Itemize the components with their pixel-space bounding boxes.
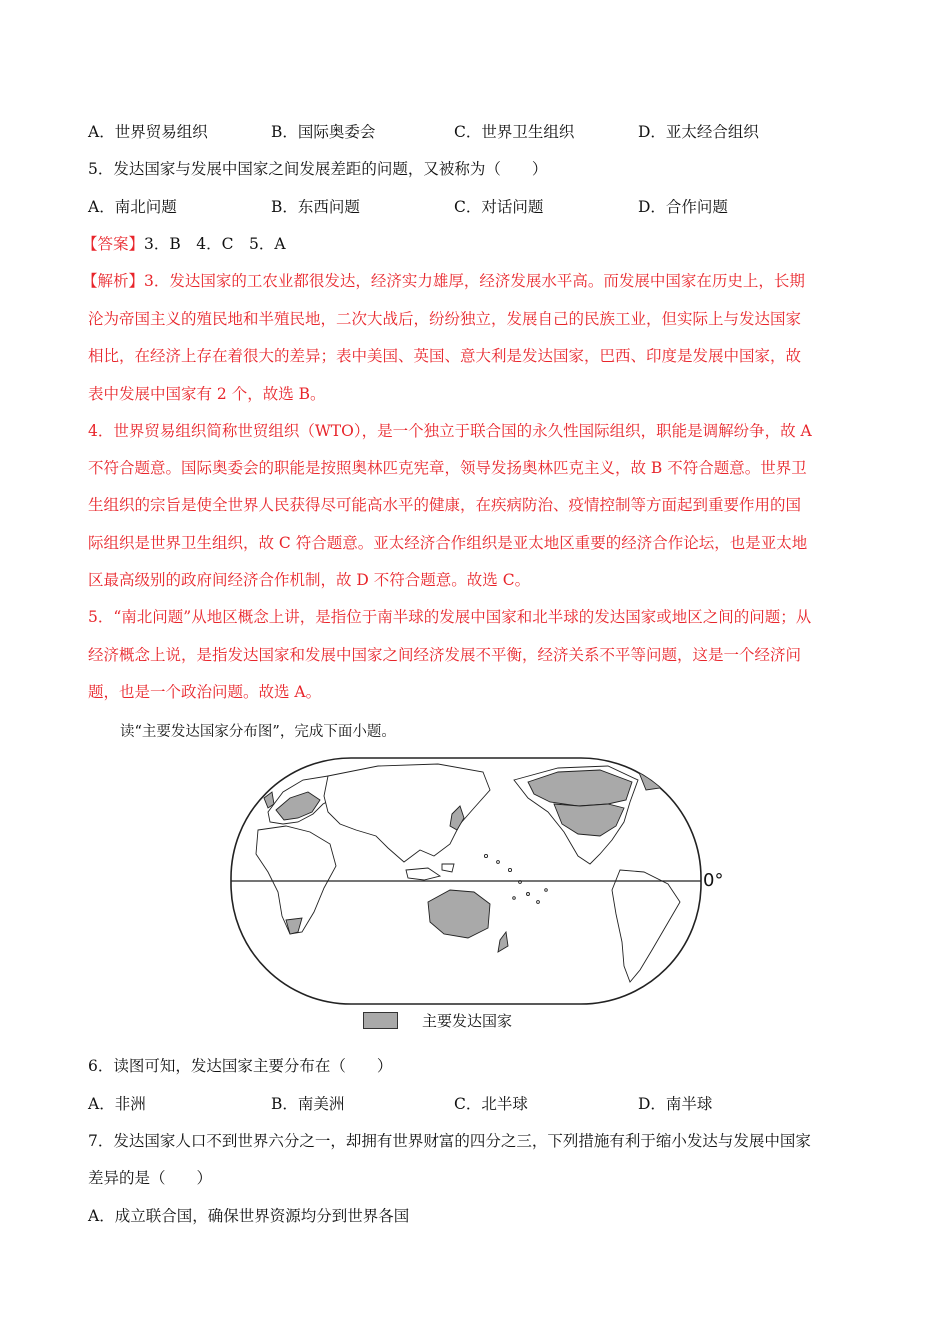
world-map — [228, 752, 728, 1042]
map-shape — [508, 868, 511, 871]
q5-option-a: A．南北问题 — [88, 198, 177, 216]
map-shape — [497, 861, 500, 864]
map-shape — [442, 864, 454, 872]
q5-option-c: C．对话问题 — [454, 198, 544, 216]
answer-line — [82, 234, 286, 254]
map-legend — [363, 1010, 512, 1031]
equator-label: 0° — [703, 870, 724, 891]
analysis-line-3: 相比，在经济上存在着很大的差异；表中美国、英国、意大利是发达国家，巴西、印度是发展中国家，故 — [88, 347, 802, 365]
answer-label: 【答案】 — [82, 235, 145, 253]
legend-swatch — [363, 1012, 398, 1029]
map-shape — [484, 854, 487, 857]
answer-text: 3．B 4．C 5．A — [144, 235, 286, 253]
analysis-line-8: 际组织是世界卫生组织，故 C 符合题意。亚太经济合作组织是亚太地区重要的经济合作论坛，也是亚太地 — [88, 534, 808, 552]
analysis-line-12: 题，也是一个政治问题。故选 A。 — [88, 683, 322, 701]
q4-option-a: A．世界贸易组织 — [88, 123, 208, 141]
map-shape — [513, 897, 516, 900]
analysis-line-9: 区最高级别的政府间经济合作机制，故 D 不符合题意。故选 C。 — [88, 571, 531, 589]
q6-option-d: D．南半球 — [638, 1095, 713, 1113]
q5-option-b: B．东西问题 — [271, 198, 360, 216]
q5-option-d: D．合作问题 — [638, 198, 728, 216]
map-shape — [545, 889, 548, 892]
q6-option-b: B．南美洲 — [271, 1095, 345, 1113]
analysis-text-1: 3．发达国家的工农业都很发达，经济实力雄厚，经济发展水平高。而发展中国家在历史上，长期 — [144, 272, 805, 290]
map-shape — [527, 893, 530, 896]
analysis-line-4: 表中发展中国家有 2 个，故选 B。 — [88, 385, 326, 403]
analysis-line-5: 4．世界贸易组织简称世贸组织（WTO），是一个独立于联合国的永久性国际组织，职能是调解纷争，故 A — [88, 422, 812, 440]
analysis-line-6: 不符合题意。国际奥委会的职能是按照奥林匹克宪章，领导发扬奥林匹克主义，故 B 不符合题意。世界卫 — [88, 459, 807, 477]
q4-option-b: B．国际奥委会 — [271, 123, 376, 141]
analysis-line-1 — [82, 271, 805, 291]
q6-stem: 6．读图可知，发达国家主要分布在（ ） — [88, 1057, 393, 1075]
q6-option-c: C．北半球 — [454, 1095, 528, 1113]
analysis-line-2: 沦为帝国主义的殖民地和半殖民地，二次大战后，纷纷独立，发展自己的民族工业，但实际上与发达国家 — [88, 310, 802, 328]
legend-label: 主要发达国家 — [422, 1012, 513, 1030]
q4-option-c: C．世界卫生组织 — [454, 123, 575, 141]
q7-stem-line-1: 7．发达国家人口不到世界六分之一，却拥有世界财富的四分之三，下列措施有利于缩小发达与发展中国家 — [88, 1132, 811, 1150]
map-intro: 读“主要发达国家分布图”，完成下面小题。 — [120, 724, 396, 740]
analysis-line-11: 经济概念上说，是指发达国家和发展中国家之间经济发展不平衡，经济关系不平等问题，这是一个经济问 — [88, 646, 802, 664]
analysis-line-7: 生组织的宗旨是使全世界人民获得尽可能高水平的健康，在疾病防治、疫情控制等方面起到重要作用的国 — [88, 496, 802, 514]
q5-stem: 5．发达国家与发展中国家之间发展差距的问题，又被称为（ ） — [88, 160, 548, 178]
q7-option-a: A．成立联合国，确保世界资源均分到世界各国 — [88, 1207, 410, 1225]
analysis-line-10: 5．“南北问题”从地区概念上讲，是指位于南半球的发展中国家和北半球的发达国家或地区之间的问题；从 — [88, 608, 812, 626]
analysis-label: 【解析】 — [82, 272, 145, 290]
q7-stem-line-2: 差异的是（ ） — [88, 1169, 213, 1187]
q4-option-d: D．亚太经合组织 — [638, 123, 759, 141]
q6-option-a: A．非洲 — [88, 1095, 146, 1113]
map-shape — [537, 901, 540, 904]
